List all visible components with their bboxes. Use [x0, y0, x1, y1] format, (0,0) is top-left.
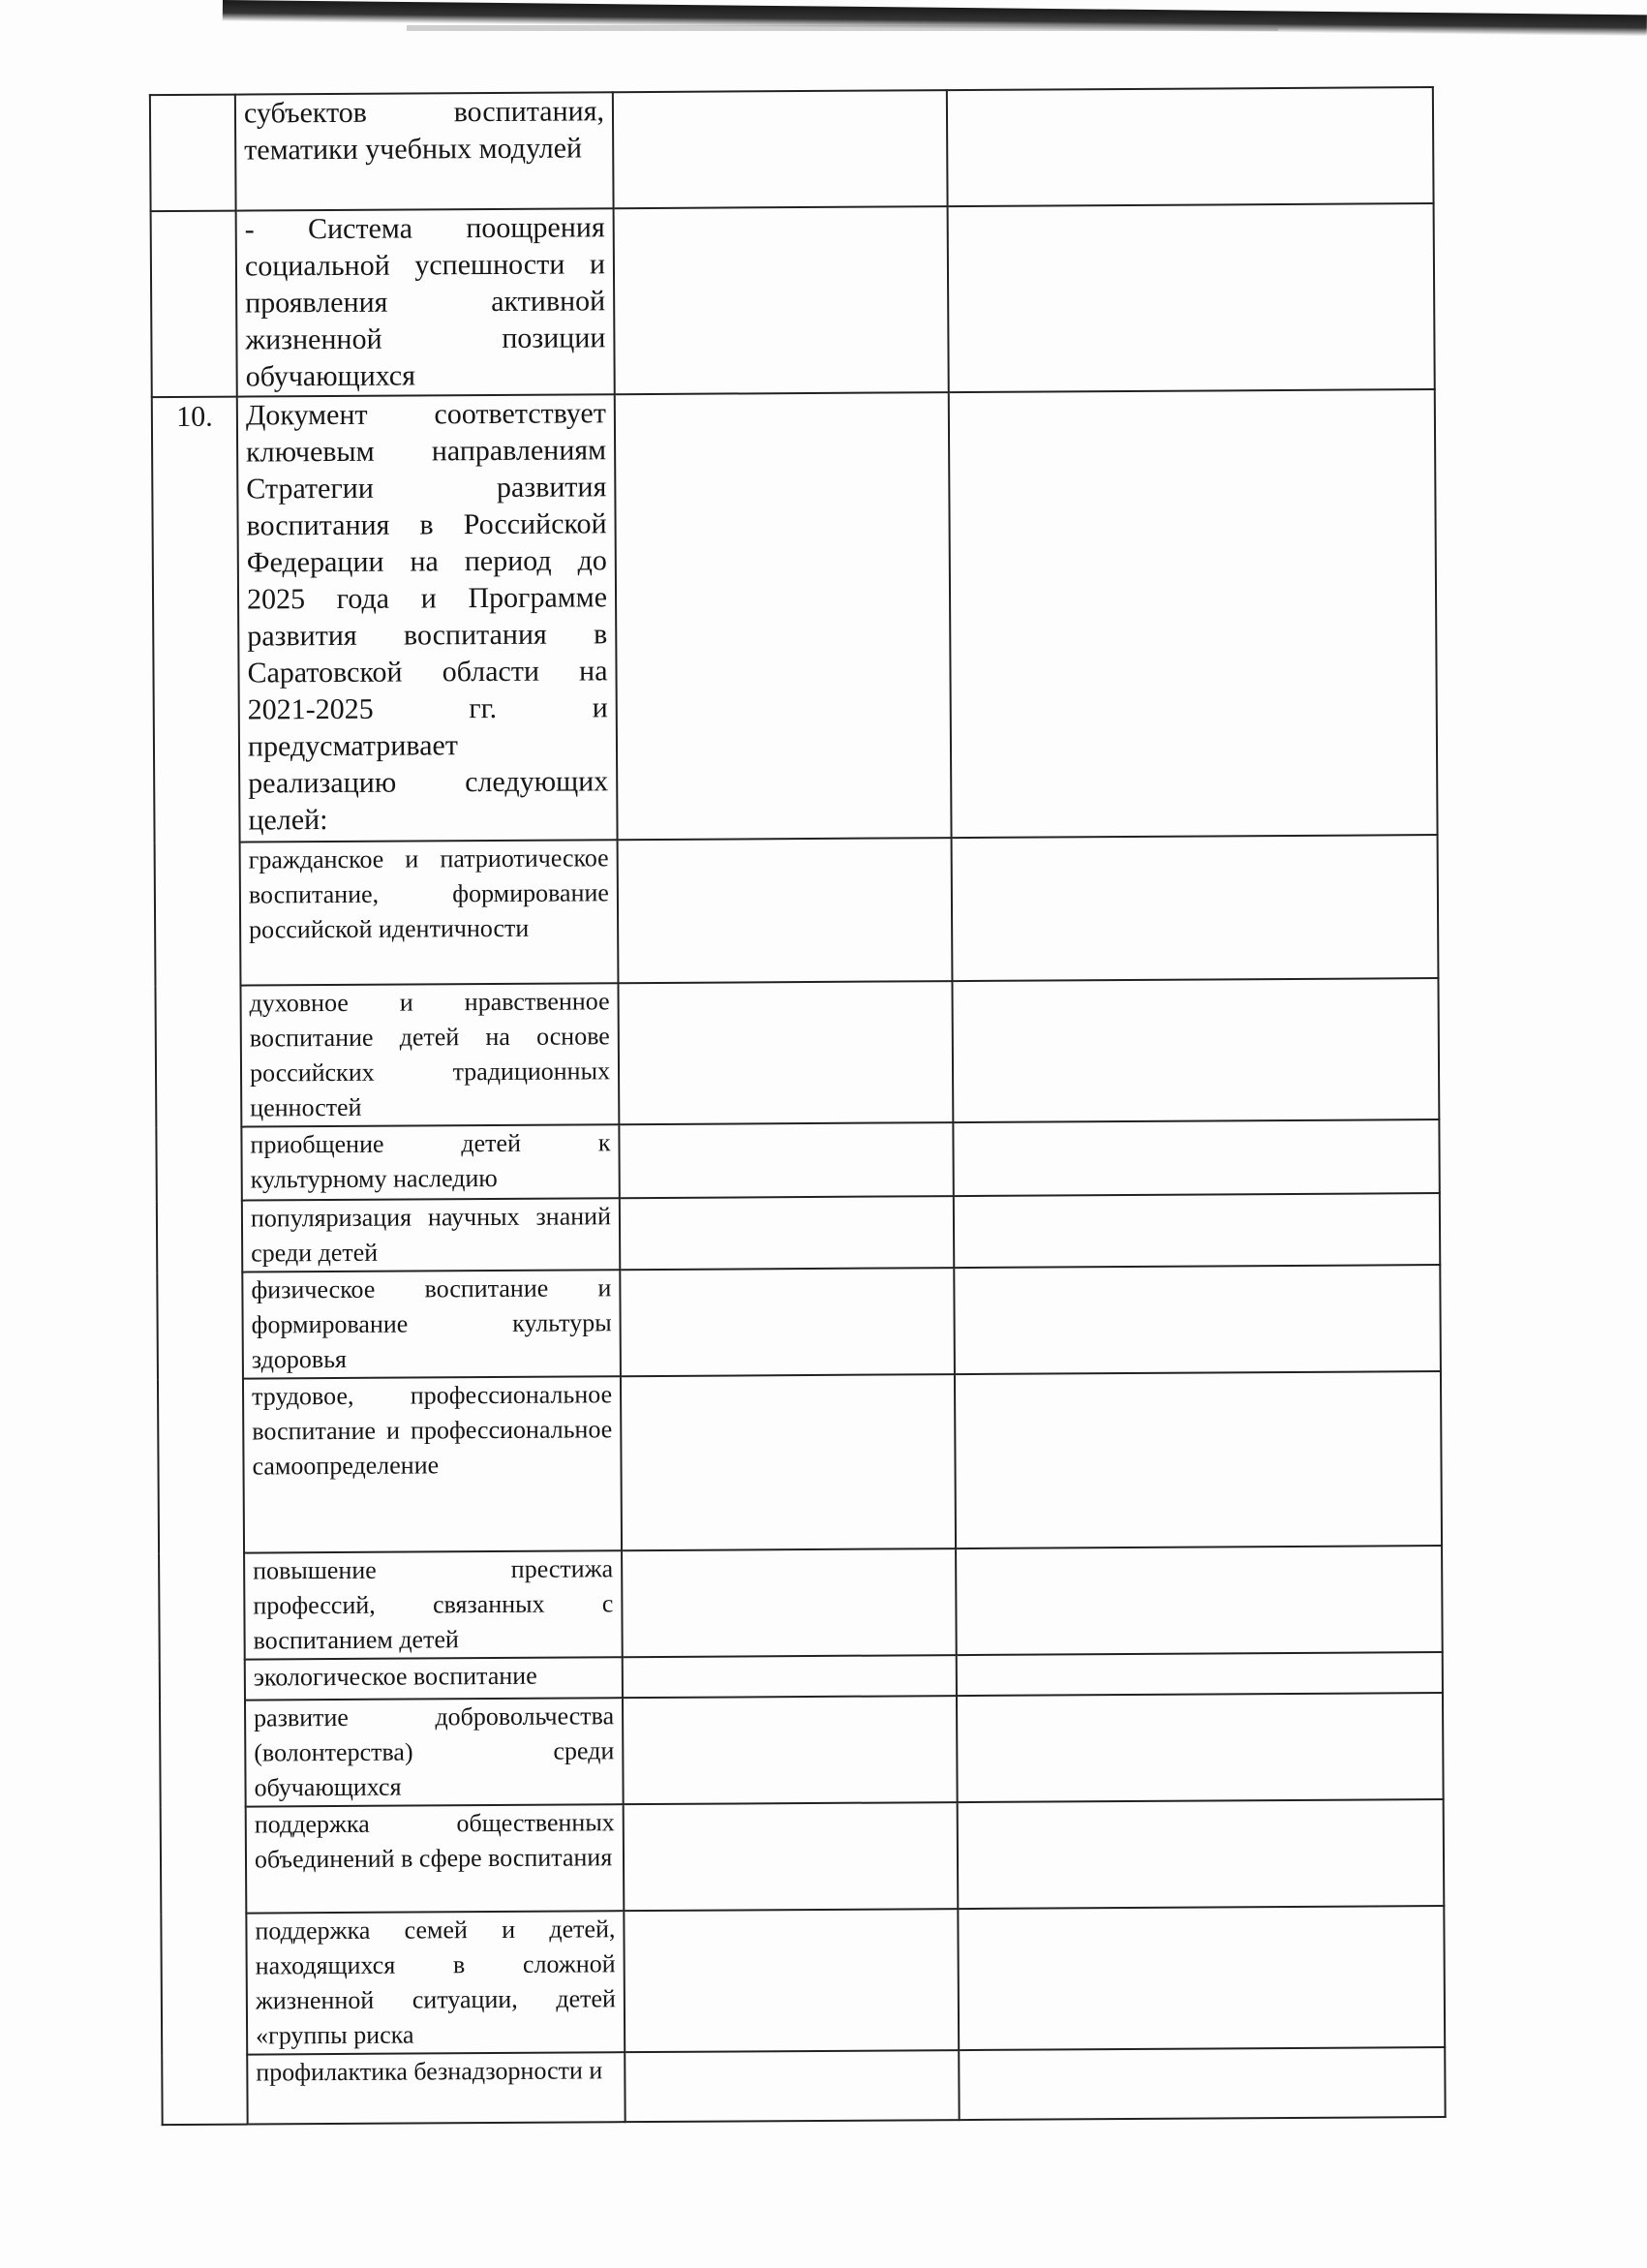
answer-cell [624, 1802, 959, 1911]
answer-cell [625, 2050, 959, 2122]
comment-cell [958, 1799, 1445, 1909]
evaluation-table [149, 86, 1447, 2126]
comment-cell [952, 835, 1439, 981]
table-row [150, 87, 1434, 211]
comment-cell [947, 87, 1434, 206]
table-row [158, 1371, 1442, 1553]
table-row [160, 1693, 1444, 1807]
table-row [161, 1906, 1445, 2055]
answer-cell [615, 392, 952, 840]
comment-cell [954, 1265, 1441, 1374]
comment-cell [952, 978, 1439, 1122]
number-cell [150, 95, 236, 212]
number-cell [151, 211, 237, 398]
table-row [157, 1265, 1441, 1379]
table-row [152, 389, 1438, 843]
answer-cell [618, 981, 953, 1124]
goal-cell: повышение престижа профессий, связанных с воспитанием детей [244, 1550, 623, 1659]
answer-cell [620, 1268, 955, 1376]
goal-cell: экологическое воспитание [245, 1657, 623, 1700]
answer-cell [622, 1548, 957, 1657]
answer-cell [620, 1196, 954, 1270]
goal-cell: приобщение детей к культурному наследию [241, 1124, 619, 1200]
answer-cell [623, 1655, 957, 1698]
comment-cell [958, 1906, 1445, 2050]
table-row [151, 203, 1435, 397]
comment-cell [948, 203, 1435, 392]
table-row [156, 1119, 1439, 1201]
answer-cell [621, 1374, 956, 1550]
comment-cell [953, 1119, 1439, 1196]
table-row [155, 835, 1439, 986]
table-row [161, 1799, 1445, 1914]
goal-cell: трудовое, профессиональное воспитание и профессиональное самоопределение [243, 1376, 622, 1552]
answer-cell [623, 1696, 958, 1804]
goal-cell: развитие добровольчества (волонтерства) среди обучающихся [245, 1698, 624, 1806]
goal-cell: поддержка общественных объединений в сфере воспитания [246, 1804, 625, 1913]
comment-cell [959, 2047, 1445, 2120]
goal-cell: профилактика безнадзорности и [247, 2052, 625, 2124]
goal-cell: физическое воспитание и формирование культуры здоровья [242, 1270, 621, 1378]
comment-cell [956, 1546, 1443, 1655]
table-row [162, 2047, 1445, 2125]
comment-cell [957, 1693, 1444, 1802]
table-row [157, 1193, 1440, 1272]
criterion-cell: субъектов воспитания, тематики учебных модулей [235, 92, 614, 210]
table-row [159, 1546, 1443, 1660]
comment-cell [957, 1652, 1443, 1696]
answer-cell [618, 838, 953, 983]
goal-cell: популяризация научных знаний среди детей [242, 1198, 620, 1272]
comment-cell [949, 389, 1438, 838]
answer-cell [624, 1909, 959, 2052]
table-row [155, 978, 1439, 1127]
goal-cell: духовное и нравственное воспитание детей на основе российских традиционных ценностей [240, 983, 619, 1126]
comment-cell [954, 1193, 1440, 1268]
criterion-heading: Документ соответствует ключевым направлениям Стратегии развития воспитания в Российской Федерации на период до 2025 года и Программе развития воспитания в Саратовской области на 2021-2025 гг. и предусматривает реализацию следующих целей: [237, 394, 618, 842]
answer-cell [614, 206, 949, 394]
comment-cell [955, 1371, 1442, 1548]
item-number: 10. [152, 397, 248, 2126]
answer-cell [613, 90, 948, 208]
criterion-cell: - Система поощрения социальной успешности и проявления активной жизненной позиции обучающихся [236, 208, 615, 396]
goal-cell: поддержка семей и детей, находящихся в сложной жизненной ситуации, детей «группы риска [246, 1911, 625, 2054]
answer-cell [619, 1122, 953, 1198]
goal-cell: гражданское и патриотическое воспитание, формирование российской идентичности [240, 840, 619, 985]
